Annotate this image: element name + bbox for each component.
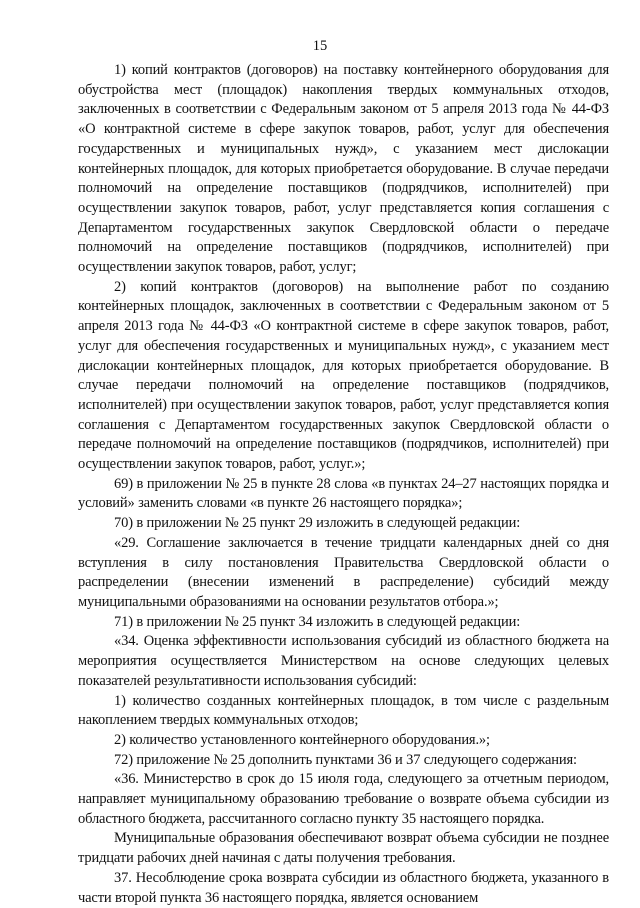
paragraph-clause-29: «29. Соглашение заключается в течение тридцати календарных дней со дня вступления в силу постановления Правительства Свердловской области о распределении (внесении изменений в распределение) субсидий между муниципальными образованиями на основании результатов отбора.»; bbox=[78, 534, 609, 610]
paragraph-indicator-1: 1) количество созданных контейнерных площадок, в том числе с раздельным накоплением твердых коммунальных отходов; bbox=[78, 692, 609, 729]
paragraph-clause-36: «36. Министерство в срок до 15 июля года, следующего за отчетным периодом, направляет муниципальному образованию требование о возврате объема субсидии из областного бюджета, рассчитанного согласно пункту 35 настоящего порядка. bbox=[78, 771, 609, 827]
paragraph-item-1: 1) копий контрактов (договоров) на поставку контейнерного оборудования для обустройства мест (площадок) накопления твердых коммунальных отходов, заключенных в соответствии с Федеральным законом от 5 апреля 2013 года № 44-ФЗ «О контрактной системе в сфере закупок товаров, работ, услуг для обеспечения государственных и муниципальных нужд», с указанием мест дислокации контейнерных площадок, для которых приобретается оборудование. В случае передачи полномочий на определение поставщиков (подрядчиков, исполнителей) при осуществлении закупок товаров, работ, услуг представляется копия соглашения с Департаментом государственных закупок Свердловской области о передаче полномочий на определение поставщиков (подрядчиков, исполнителей) при осуществлении закупок товаров, работ, услуг; bbox=[78, 62, 609, 276]
paragraph-municipal-return: Муниципальные образования обеспечивают возврат объема субсидии не позднее тридцати рабочих дней начиная с даты получения требования. bbox=[78, 830, 609, 867]
page-number: 15 bbox=[312, 38, 328, 54]
paragraph-71: 71) в приложении № 25 пункт 34 изложить в следующей редакции: bbox=[114, 613, 521, 630]
document-body bbox=[78, 61, 609, 908]
paragraph-70: 70) в приложении № 25 пункт 29 изложить в следующей редакции: bbox=[114, 515, 521, 532]
paragraph-indicator-2: 2) количество установленного контейнерного оборудования.»; bbox=[114, 731, 490, 748]
paragraph-clause-34: «34. Оценка эффективности использования субсидий из областного бюджета на мероприятия осуществляется Министерством на основе следующих целевых показателей результативности использования субсидий: bbox=[78, 633, 609, 689]
paragraph-69: 69) в приложении № 25 в пункте 28 слова «в пунктах 24–27 настоящих порядка и условий» заменить словами «в пункте 26 настоящего порядка»; bbox=[78, 475, 609, 512]
paragraph-72: 72) приложение № 25 дополнить пунктами 36 и 37 следующего содержания: bbox=[114, 751, 577, 768]
paragraph-item-2: 2) копий контрактов (договоров) на выполнение работ по созданию контейнерных площадок, заключенных в соответствии с Федеральным законом от 5 апреля 2013 года № 44-ФЗ «О контрактной системе в сфере закупок товаров, работ, услуг для обеспечения государственных и муниципальных нужд», с указанием мест дислокации контейнерных площадок, для которых приобретается оборудование. В случае передачи полномочий на определение поставщиков (подрядчиков, исполнителей) при осуществлении закупок товаров, работ, услуг представляется копия соглашения с Департаментом государственных закупок Свердловской области о передаче полномочий на определение поставщиков (подрядчиков, исполнителей) при осуществлении закупок товаров, работ, услуг.»; bbox=[78, 278, 609, 473]
paragraph-clause-37: 37. Несоблюдение срока возврата субсидии из областного бюджета, указанного в части второй пункта 36 настоящего порядка, является основанием bbox=[78, 869, 609, 906]
